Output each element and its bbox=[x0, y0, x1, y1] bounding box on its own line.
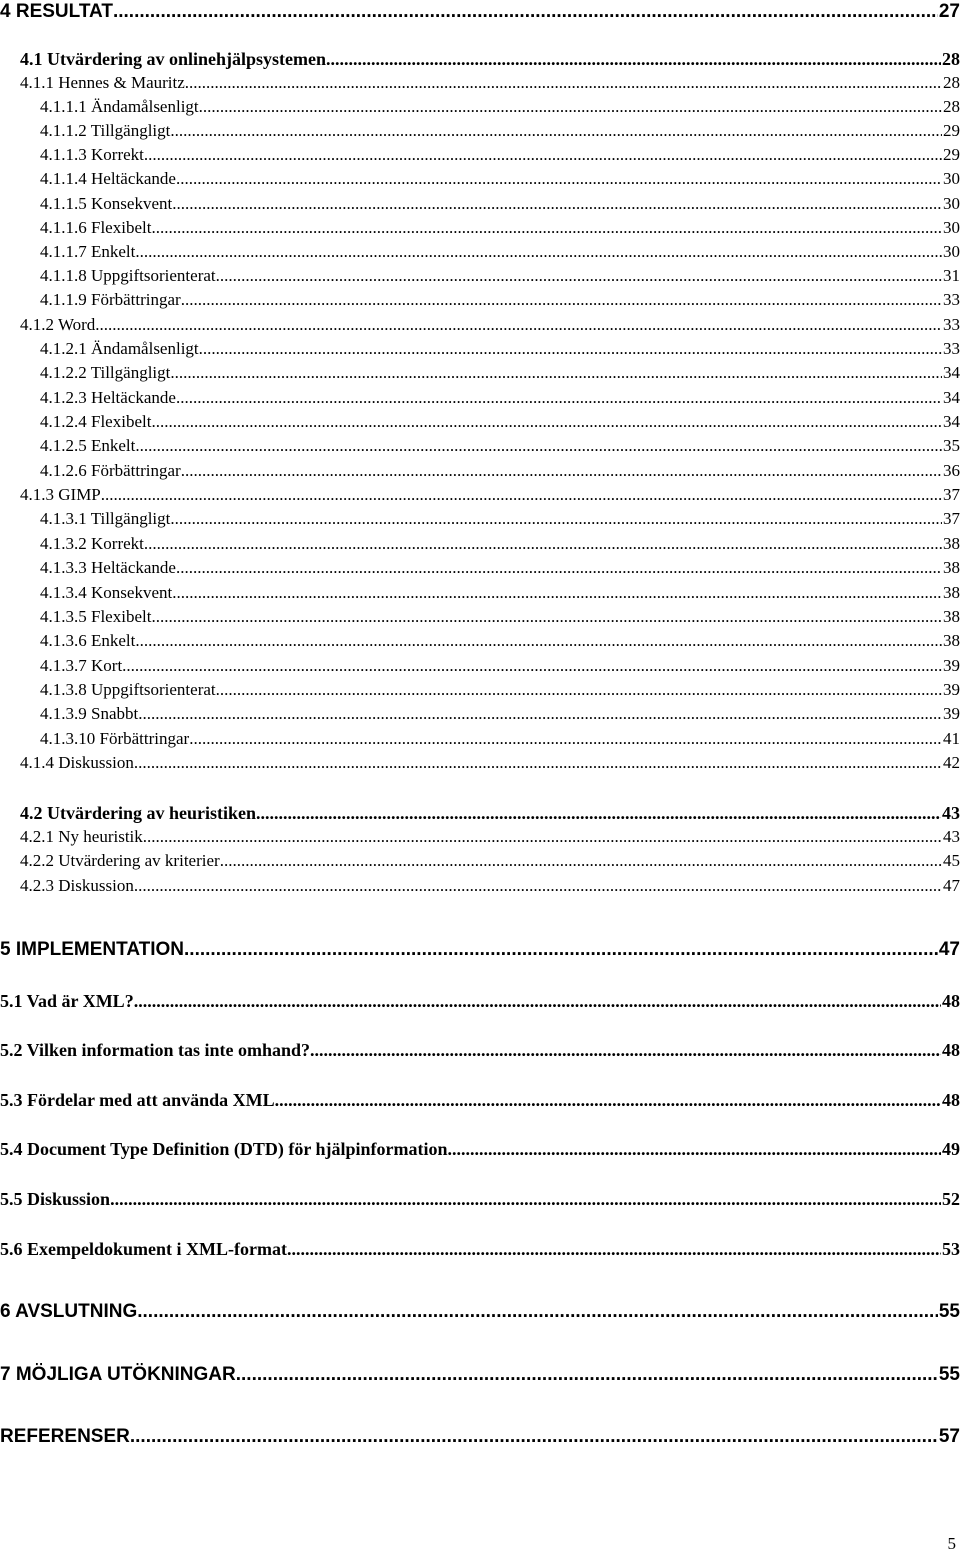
toc-entry[interactable] bbox=[0, 534, 960, 560]
toc-entry-title: 5.5 Diskussion bbox=[0, 1189, 111, 1209]
toc-entry-title: 4 RESULTAT bbox=[0, 1, 113, 22]
toc-entry[interactable] bbox=[0, 1040, 960, 1066]
toc-dot-leader bbox=[310, 1040, 941, 1061]
toc-dot-leader bbox=[275, 1090, 941, 1111]
toc-entry-title: REFERENSER bbox=[0, 1426, 130, 1447]
toc-entry-title: 4.2.2 Utvärdering av kriterier bbox=[20, 851, 220, 870]
toc-entry[interactable] bbox=[0, 485, 960, 511]
toc-entry[interactable] bbox=[0, 583, 960, 609]
toc-entry[interactable] bbox=[0, 242, 960, 268]
toc-entry-title: 4.1.3.1 Tillgängligt bbox=[40, 509, 171, 528]
toc-dot-leader bbox=[138, 704, 942, 724]
toc-entry-page: 38 bbox=[943, 558, 960, 577]
toc-dot-leader bbox=[144, 145, 942, 165]
toc-entry-title: 4.2.1 Ny heuristik bbox=[20, 827, 143, 846]
toc-dot-leader bbox=[137, 1301, 938, 1323]
toc-dot-leader bbox=[172, 194, 942, 214]
toc-entry-page: 28 bbox=[943, 73, 960, 92]
toc-entry-page: 30 bbox=[943, 218, 960, 237]
toc-entry-title: 6 AVSLUTNING bbox=[0, 1301, 138, 1322]
toc-entry-title: 4.1.1.3 Korrekt bbox=[40, 145, 144, 164]
toc-entry[interactable] bbox=[0, 339, 960, 365]
toc-entry-page: 34 bbox=[943, 363, 960, 382]
toc-dot-leader bbox=[176, 169, 942, 189]
toc-entry[interactable] bbox=[0, 558, 960, 584]
toc-entry[interactable] bbox=[0, 218, 960, 244]
toc-dot-leader bbox=[101, 485, 942, 505]
toc-entry[interactable] bbox=[0, 412, 960, 438]
toc-entry[interactable] bbox=[0, 266, 960, 292]
toc-entry-page: 34 bbox=[943, 388, 960, 407]
toc-entry[interactable] bbox=[0, 169, 960, 195]
toc-entry-page: 30 bbox=[943, 194, 960, 213]
toc-entry-page: 34 bbox=[943, 412, 960, 431]
toc-entry-title: 4.1.2.3 Heltäckande bbox=[40, 388, 176, 407]
toc-entry-title: 4.1.3.6 Enkelt bbox=[40, 631, 136, 650]
toc-entry[interactable] bbox=[0, 461, 960, 487]
toc-entry[interactable] bbox=[0, 1090, 960, 1116]
toc-entry-page: 48 bbox=[942, 1040, 960, 1060]
toc-entry-page: 41 bbox=[943, 729, 960, 748]
toc-entry-title: 4.1.3.2 Korrekt bbox=[40, 534, 144, 553]
toc-entry[interactable] bbox=[0, 1364, 960, 1390]
toc-entry-page: 42 bbox=[943, 753, 960, 772]
toc-entry[interactable] bbox=[0, 73, 960, 99]
toc-entry-title: 4.1.2.2 Tillgängligt bbox=[40, 363, 171, 382]
toc-entry-page: 38 bbox=[943, 631, 960, 650]
toc-entry-title: 4.1.3.7 Kort bbox=[40, 656, 123, 675]
toc-entry[interactable] bbox=[0, 1426, 960, 1452]
toc-entry[interactable] bbox=[0, 631, 960, 657]
toc-dot-leader bbox=[144, 534, 942, 554]
toc-entry-title: 4.1.1.1 Ändamålsenligt bbox=[40, 97, 199, 116]
toc-dot-leader bbox=[113, 1, 938, 23]
toc-dot-leader bbox=[151, 607, 942, 627]
toc-entry[interactable] bbox=[0, 145, 960, 171]
toc-entry-page: 30 bbox=[943, 242, 960, 261]
toc-dot-leader bbox=[181, 290, 942, 310]
toc-entry-title: 4.1.1.5 Konsekvent bbox=[40, 194, 173, 213]
toc-entry-title: 5.4 Document Type Definition (DTD) för hjälpinformation bbox=[0, 1139, 448, 1159]
toc-entry-page: 45 bbox=[943, 851, 960, 870]
toc-entry-title: 5 IMPLEMENTATION bbox=[0, 939, 185, 960]
toc-entry-page: 48 bbox=[942, 991, 960, 1011]
toc-entry-title: 5.1 Vad är XML? bbox=[0, 991, 134, 1011]
toc-entry-title: 4.1.1 Hennes & Mauritz bbox=[20, 73, 185, 92]
toc-dot-leader bbox=[95, 315, 942, 335]
toc-dot-leader bbox=[448, 1139, 942, 1160]
toc-dot-leader bbox=[170, 509, 942, 529]
toc-entry-page: 30 bbox=[943, 169, 960, 188]
toc-dot-leader bbox=[151, 412, 942, 432]
toc-entry-title: 7 MÖJLIGA UTÖKNINGAR bbox=[0, 1364, 236, 1385]
toc-dot-leader bbox=[185, 73, 942, 93]
toc-entry-page: 55 bbox=[938, 1301, 960, 1322]
toc-entry-page: 28 bbox=[943, 97, 960, 116]
toc-entry[interactable] bbox=[0, 194, 960, 220]
toc-entry-page: 33 bbox=[943, 315, 960, 334]
toc-dot-leader bbox=[134, 876, 942, 896]
toc-entry[interactable] bbox=[0, 680, 960, 706]
toc-entry-page: 39 bbox=[943, 680, 960, 699]
toc-entry[interactable] bbox=[0, 803, 960, 829]
toc-entry-page: 49 bbox=[942, 1139, 960, 1159]
toc-dot-leader bbox=[216, 680, 942, 700]
toc-entry-title: 4.1.3.9 Snabbt bbox=[40, 704, 139, 723]
toc-entry[interactable] bbox=[0, 315, 960, 341]
toc-dot-leader bbox=[236, 1364, 938, 1386]
toc-entry-page: 43 bbox=[942, 803, 960, 823]
toc-entry-title: 4.1.2.1 Ändamålsenligt bbox=[40, 339, 199, 358]
toc-entry-page: 57 bbox=[938, 1426, 960, 1447]
toc-dot-leader bbox=[176, 558, 942, 578]
toc-dot-leader bbox=[172, 583, 942, 603]
toc-dot-leader bbox=[134, 991, 941, 1012]
toc-entry-page: 29 bbox=[943, 145, 960, 164]
toc-dot-leader bbox=[199, 97, 942, 117]
toc-entry-title: 4.2 Utvärdering av heuristiken bbox=[20, 803, 256, 823]
toc-dot-leader bbox=[170, 363, 942, 383]
toc-entry-title: 5.6 Exempeldokument i XML-format bbox=[0, 1239, 287, 1259]
toc-dot-leader bbox=[287, 1239, 941, 1260]
toc-entry[interactable] bbox=[0, 290, 960, 316]
toc-entry-page: 29 bbox=[943, 121, 960, 140]
toc-entry[interactable] bbox=[0, 729, 960, 755]
toc-entry-title: 4.1.4 Diskussion bbox=[20, 753, 134, 772]
toc-dot-leader bbox=[135, 631, 942, 651]
toc-entry-title: 4.1.1.2 Tillgängligt bbox=[40, 121, 171, 140]
toc-entry[interactable] bbox=[0, 1189, 960, 1215]
toc-entry[interactable] bbox=[0, 851, 960, 877]
toc-dot-leader bbox=[189, 729, 942, 749]
toc-entry-page: 27 bbox=[938, 1, 960, 22]
toc-entry-title: 4.1.3.3 Heltäckande bbox=[40, 558, 176, 577]
toc-dot-leader bbox=[184, 939, 938, 961]
toc-entry[interactable] bbox=[0, 1239, 960, 1265]
toc-entry[interactable] bbox=[0, 49, 960, 75]
toc-entry-page: 48 bbox=[942, 1090, 960, 1110]
toc-dot-leader bbox=[135, 242, 942, 262]
toc-dot-leader bbox=[151, 218, 942, 238]
toc-entry-page: 53 bbox=[942, 1239, 960, 1259]
toc-entry-title: 4.2.3 Diskussion bbox=[20, 876, 134, 895]
toc-entry-page: 37 bbox=[943, 485, 960, 504]
toc-entry-page: 38 bbox=[943, 607, 960, 626]
toc-entry[interactable] bbox=[0, 827, 960, 853]
toc-entry-page: 37 bbox=[943, 509, 960, 528]
toc-entry[interactable] bbox=[0, 876, 960, 902]
toc-entry-title: 4.1.2 Word bbox=[20, 315, 96, 334]
toc-entry-page: 52 bbox=[942, 1189, 960, 1209]
toc-entry[interactable] bbox=[0, 753, 960, 779]
toc-entry-page: 39 bbox=[943, 656, 960, 675]
toc-entry[interactable] bbox=[0, 939, 960, 965]
toc-entry[interactable] bbox=[0, 1301, 960, 1327]
toc-entry-title: 4.1.2.4 Flexibelt bbox=[40, 412, 152, 431]
toc-entry[interactable] bbox=[0, 363, 960, 389]
toc-entry-page: 33 bbox=[943, 290, 960, 309]
toc-entry-title: 4.1.3 GIMP bbox=[20, 485, 101, 504]
toc-entry-page: 47 bbox=[938, 939, 960, 960]
toc-entry[interactable] bbox=[0, 704, 960, 730]
toc-dot-leader bbox=[216, 266, 942, 286]
toc-entry-page: 47 bbox=[943, 876, 960, 895]
toc-entry-page: 28 bbox=[942, 49, 960, 69]
toc-entry-page: 31 bbox=[943, 266, 960, 285]
toc-dot-leader bbox=[130, 1426, 938, 1448]
toc-entry[interactable] bbox=[0, 121, 960, 147]
toc-entry-page: 33 bbox=[943, 339, 960, 358]
toc-entry[interactable] bbox=[0, 1, 960, 27]
toc-entry-title: 4.1.1.7 Enkelt bbox=[40, 242, 136, 261]
toc-dot-leader bbox=[199, 339, 942, 359]
toc-entry-title: 5.3 Fördelar med att använda XML bbox=[0, 1090, 275, 1110]
toc-entry[interactable] bbox=[0, 656, 960, 682]
toc-dot-leader bbox=[176, 388, 942, 408]
toc-entry-title: 4.1.1.4 Heltäckande bbox=[40, 169, 176, 188]
toc-entry-title: 4.1.1.6 Flexibelt bbox=[40, 218, 152, 237]
page-number: 5 bbox=[947, 1534, 956, 1553]
toc-dot-leader bbox=[170, 121, 942, 141]
toc-dot-leader bbox=[326, 49, 941, 70]
toc-entry[interactable] bbox=[0, 388, 960, 414]
toc-dot-leader bbox=[181, 461, 942, 481]
toc-entry-title: 4.1.3.8 Uppgiftsorienterat bbox=[40, 680, 216, 699]
toc-dot-leader bbox=[143, 827, 942, 847]
toc-entry-title: 4.1.3.4 Konsekvent bbox=[40, 583, 173, 602]
toc-dot-leader bbox=[122, 656, 942, 676]
toc-entry[interactable] bbox=[0, 97, 960, 123]
toc-entry-page: 35 bbox=[943, 436, 960, 455]
toc-entry-title: 4.1.3.10 Förbättringar bbox=[40, 729, 190, 748]
toc-dot-leader bbox=[220, 851, 942, 871]
toc-entry[interactable] bbox=[0, 991, 960, 1017]
toc-entry-title: 4.1.3.5 Flexibelt bbox=[40, 607, 152, 626]
toc-entry[interactable] bbox=[0, 1139, 960, 1165]
toc-entry-page: 36 bbox=[943, 461, 960, 480]
toc-entry-page: 38 bbox=[943, 583, 960, 602]
toc-entry-title: 5.2 Vilken information tas inte omhand? bbox=[0, 1040, 311, 1060]
toc-entry[interactable] bbox=[0, 436, 960, 462]
toc-entry-title: 4.1 Utvärdering av onlinehjälpsystemen bbox=[20, 49, 326, 69]
toc-entry-page: 39 bbox=[943, 704, 960, 723]
toc-dot-leader bbox=[134, 753, 942, 773]
toc-entry[interactable] bbox=[0, 607, 960, 633]
toc-entry[interactable] bbox=[0, 509, 960, 535]
toc-entry-page: 43 bbox=[943, 827, 960, 846]
toc-entry-title: 4.1.2.5 Enkelt bbox=[40, 436, 136, 455]
toc-entry-title: 4.1.1.9 Förbättringar bbox=[40, 290, 181, 309]
toc-entry-page: 55 bbox=[938, 1364, 960, 1385]
toc-dot-leader bbox=[256, 803, 941, 824]
toc-entry-title: 4.1.1.8 Uppgiftsorienterat bbox=[40, 266, 216, 285]
toc-entry-page: 38 bbox=[943, 534, 960, 553]
toc-dot-leader bbox=[135, 436, 942, 456]
toc-dot-leader bbox=[110, 1189, 941, 1210]
toc-entry-title: 4.1.2.6 Förbättringar bbox=[40, 461, 181, 480]
